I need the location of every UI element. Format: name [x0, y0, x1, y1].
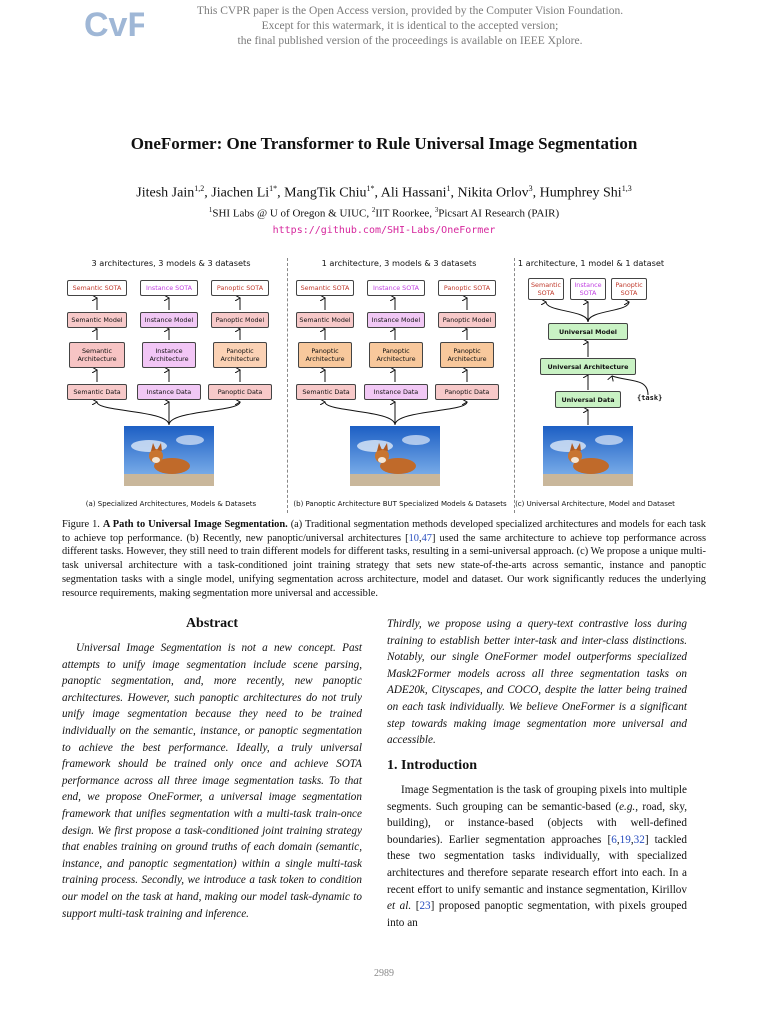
- author-name: Nikita Orlov: [457, 185, 529, 201]
- panel-a-instance-architecture: Instance Architecture: [142, 342, 196, 368]
- panel-c-semantic-sota: Semantic SOTA: [528, 278, 564, 300]
- panel-a-instance-model: Instance Model: [140, 312, 198, 328]
- panel-b-semantic-sota: Semantic SOTA: [296, 280, 354, 296]
- panel-b-panoptic-model: Panoptic Model: [438, 312, 496, 328]
- author-name: MangTik Chiu: [284, 185, 367, 201]
- citation-link[interactable]: 32: [633, 833, 645, 846]
- panel-b-title: 1 architecture, 3 models & 3 datasets: [321, 258, 477, 268]
- author-affil-sup: 1,2: [194, 184, 205, 193]
- author-affil-sup: 3: [528, 184, 533, 193]
- watermark-line-2: Except for this watermark, it is identical to the accepted version;: [261, 20, 559, 32]
- panel-a-semantic-model: Semantic Model: [67, 312, 127, 328]
- panel-a-title: 3 architectures, 3 models & 3 datasets: [91, 258, 251, 268]
- corgi-image: [350, 426, 440, 486]
- corgi-image: [543, 426, 633, 486]
- paper-title: OneFormer: One Transformer to Rule Universal Image Segmentation: [130, 134, 638, 153]
- panel-a-semantic-data: Semantic Data: [67, 384, 127, 400]
- citation-link[interactable]: 47: [421, 532, 432, 544]
- author-list: Jitesh Jain$^{1,2}$, Jiachen $Li^{1*}$, MangTik Chiu$^{1*}$, Ali Hassani$^1$, Nikita Orlov$^3$, Humphrey Shi$^{1,3}$: [136, 184, 632, 201]
- panel-c-universal-model: Universal Model: [548, 323, 628, 340]
- panel-b-panoptic-architecture: Panoptic Architecture: [298, 342, 352, 368]
- panel-b-instance-data: Instance Data: [364, 384, 428, 400]
- author-name: Ali Hassani: [380, 185, 447, 201]
- citation-link[interactable]: 10: [408, 532, 419, 544]
- panel-a-caption: (a) Specialized Architectures, Models & Datasets: [85, 500, 257, 508]
- intro-body: Image Segmentation is the task of grouping pixels into multiple segments. Such grouping can be semantic-based (e.g., road, sky, building), or instance-based (objects with well-defined boundaries). Earlier segmentation approaches [6,19,32] tackled these two segmentation tasks individually, with specialized architectures and therefore separate research effort into each. In a recent effort to unify semantic and instance segmentation, Kirillov et al. [23] proposed panoptic segmentation, with pixels grouped into an: [387, 784, 687, 929]
- watermark-line-1: This CVPR paper is the Open Access version, provided by the Computer Vision Foundation.: [196, 5, 624, 17]
- author-name: Humphrey Shi: [539, 185, 622, 201]
- panel-c-panoptic-sota: Panoptic SOTA: [611, 278, 647, 300]
- author-affil-sup: 1*: [269, 184, 278, 193]
- corgi-image: [124, 426, 214, 486]
- abstract-body: Universal Image Segmentation is not a new concept. Past attempts to unify image segmentation include scene parsing, panoptic segmentation, and, more recently, new panoptic architectures. However, such panoptic architectures do not truly unify image segmentation because they need to be trained individually on the semantic, instance, or panoptic segmentation to achieve the best performance. Ideally, a truly universal framework should be trained only once and achieve SOTA performance across all three image segmentation tasks. To that end, we propose OneFormer, a universal image segmentation framework that unifies segmentation with a multi-task train-once design. We first propose a task-conditioned joint training strategy that enables training on ground truths of each domain (semantic, instance, and panoptic segmentation) within a single multi-task training process. Secondly, we introduce a task token to condition our model on the task at hand, making our model task-dynamic to support multi-task training and inference.: [62, 642, 362, 920]
- panel-b-instance-model: Instance Model: [367, 312, 425, 328]
- panel-c-universal-data: Universal Data: [555, 391, 621, 408]
- citation-link[interactable]: 23: [419, 900, 431, 913]
- panel-c-caption: (c) Universal Architecture, Model and Dataset: [515, 500, 675, 508]
- panel-c-universal-architecture: Universal Architecture: [540, 358, 636, 375]
- panel-b-panoptic-data: Panoptic Data: [435, 384, 499, 400]
- citation-link[interactable]: 19: [619, 833, 631, 846]
- author-affil-sup: 1: [446, 184, 451, 193]
- cvf-logo-text: CvF: [84, 6, 144, 42]
- panel-a-instance-data: Instance Data: [137, 384, 201, 400]
- panel-b-caption: (b) Panoptic Architecture BUT Specialized Models & Datasets: [293, 500, 507, 508]
- page-number: 2989: [374, 968, 394, 979]
- project-url-link[interactable]: https://github.com/SHI-Labs/OneFormer: [272, 225, 496, 236]
- panel-b-semantic-data: Semantic Data: [296, 384, 356, 400]
- panel-b-instance-sota: Instance SOTA: [367, 280, 425, 296]
- panel-a-instance-sota: Instance SOTA: [140, 280, 198, 296]
- panel-c-title: 1 architecture, 1 model & 1 dataset: [517, 258, 665, 268]
- figure-caption: Figure 1. A Path to Universal Image Segmentation. (a) Traditional segmentation methods developed specialized architectures and models for each task to achieve top performance. (b) Recently, new panoptic/universal architectures [10,47] used the same architecture to achieve top performance across different tasks. However, they still need to train different models for different tasks, resulting in a semi-universal approach. (c) We propose a unique multi-task universal architecture with a task-conditioned joint training strategy that sets new state-of-the-arts across semantic, instance and panoptic segmentation tasks with a single model, unifying segmentation across architecture, model and dataset. Our work significantly reduces the underlying resource requirements, making segmentation more universal and accessible.: [62, 519, 706, 599]
- panel-b-panoptic-sota: Panoptic SOTA: [438, 280, 496, 296]
- abstract-heading: Abstract: [185, 616, 239, 631]
- panel-a-panoptic-sota: Panoptic SOTA: [211, 280, 269, 296]
- panel-a-semantic-architecture: Semantic Architecture: [69, 342, 125, 368]
- panel-a-panoptic-data: Panoptic Data: [208, 384, 272, 400]
- panel-a-panoptic-architecture: Panoptic Architecture: [213, 342, 267, 368]
- panel-a-semantic-sota: Semantic SOTA: [67, 280, 127, 296]
- panel-a-panoptic-model: Panoptic Model: [211, 312, 269, 328]
- panel-b-panoptic-architecture: Panoptic Architecture: [440, 342, 494, 368]
- panel-c-task-token: {task}: [637, 394, 663, 402]
- watermark-line-3: the final published version of the proceedings is available on IEEE Xplore.: [237, 35, 583, 47]
- author-name: Jiachen Li: [211, 185, 270, 201]
- citation-link[interactable]: 6: [611, 833, 617, 846]
- panel-b-panoptic-architecture: Panoptic Architecture: [369, 342, 423, 368]
- panel-divider: [287, 258, 288, 513]
- author-name: Jitesh Jain: [136, 185, 195, 201]
- affiliations: $^1$SHI Labs @ U of Oregon & UIUC, $^2$IIT Roorkee, $^3$Picsart AI Research (PAIR): [208, 206, 560, 220]
- intro-heading: 1. Introduction: [387, 758, 477, 773]
- author-affil-sup: 1,3: [621, 184, 632, 193]
- abstract-body-continued: Thirdly, we propose using a query-text contrastive loss during training to establish better inter-task and inter-class distinctions. Notably, our single OneFormer model outperforms specialized Mask2Former models across all three segmentation tasks on ADE20k, Cityscapes, and COCO, despite the latter being trained on each task individually. We believe OneFormer is a significant step towards making image segmentation more universal and accessible.: [387, 618, 687, 747]
- author-affil-sup: 1*: [366, 184, 375, 193]
- panel-c-instance-sota: Instance SOTA: [570, 278, 606, 300]
- panel-b-semantic-model: Semantic Model: [296, 312, 354, 328]
- panel-divider: [514, 258, 515, 513]
